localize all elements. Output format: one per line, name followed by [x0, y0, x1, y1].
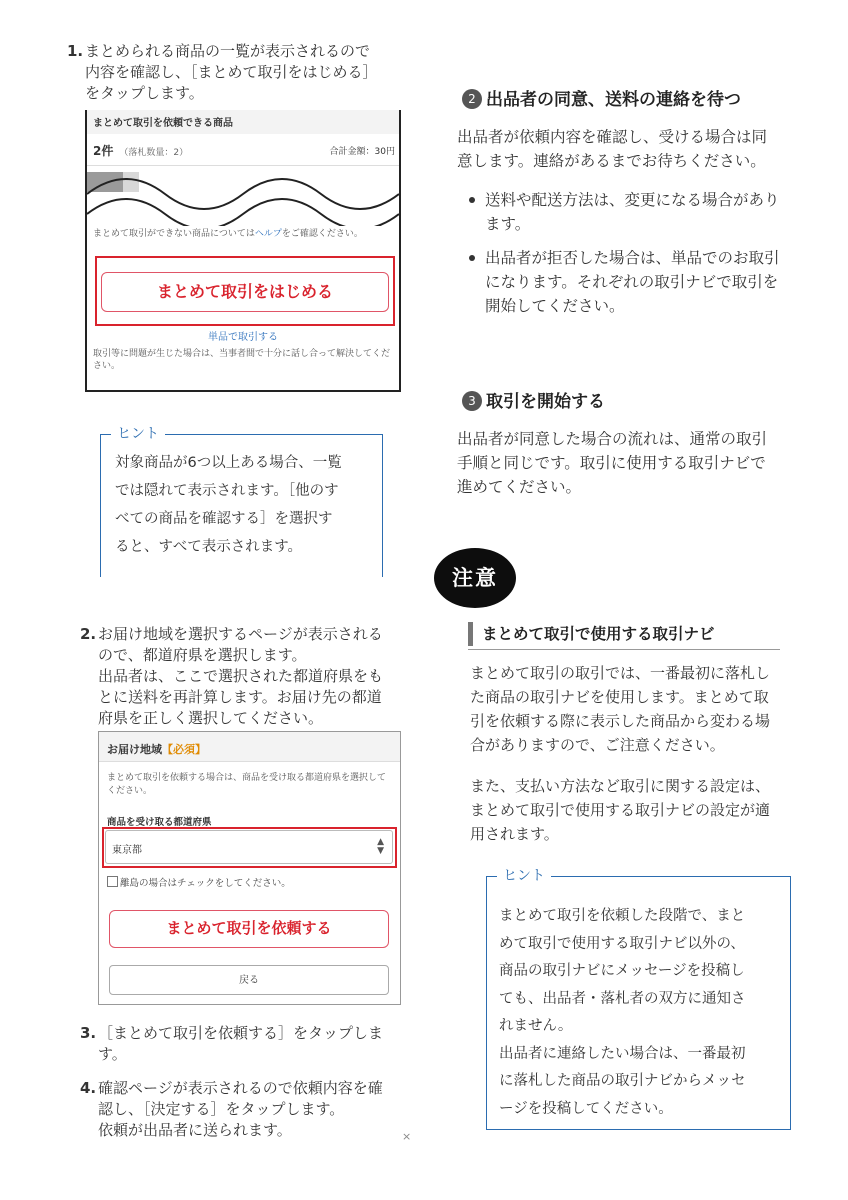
remote-island-label: 離島の場合はチェックをしてください。: [120, 878, 291, 889]
hint-box-2: [486, 868, 791, 1130]
step-2-number: 2.: [80, 625, 97, 643]
step-4: [80, 1078, 408, 1141]
caution-p1-line-2: た商品の取引ナビを使用します。まとめて取: [470, 688, 769, 706]
prefecture-select[interactable]: [105, 830, 393, 864]
hint-2-line-7: に落札した商品の取引ナビからメッセ: [499, 1073, 746, 1089]
bullet-item: [459, 246, 829, 318]
section-3-heading: [462, 390, 822, 414]
caution-paragraph-2: [470, 774, 820, 846]
step-3-line-1: ［まとめて取引を依頼する］をタップしま: [98, 1024, 384, 1042]
caution-badge: 注意: [434, 548, 516, 608]
section-2-title: 出品者の同意、送料の連絡を待つ: [486, 90, 741, 110]
section-3-line-3: 進めてください。: [457, 478, 582, 496]
cut-wave-graphic: [87, 172, 399, 226]
back-button[interactable]: 戻る: [109, 965, 389, 995]
heading-bar-icon: [468, 622, 473, 646]
section-2-line-1: 出品者が依頼内容を確認し、受ける場合は同: [457, 128, 768, 146]
hint-2-body: [487, 877, 790, 1123]
section-2-number-icon: 2: [462, 89, 482, 109]
start-bundle-button[interactable]: まとめて取引をはじめる: [101, 272, 389, 312]
bullet-2-line-2: になります。それぞれの取引ナビで取引を: [485, 273, 779, 291]
step-2-line-1: お届け地域を選択するページが表示される: [98, 625, 383, 643]
step-2-line-4: とに送料を再計算します。お届け先の都道: [98, 688, 382, 706]
item-count-note: （落札数量：2）: [119, 148, 189, 158]
required-badge: 【必須】: [162, 743, 206, 756]
prefecture-select-value: 東京都: [112, 845, 142, 856]
hint-2-line-8: ージを投稿してください。: [499, 1100, 673, 1117]
bundle-items-screenshot: [85, 110, 401, 392]
step-4-line-2: 認し、［決定する］をタップします。: [98, 1100, 345, 1118]
step-2: [80, 624, 408, 729]
hint-2-label: ヒント: [497, 866, 551, 886]
step-4-line-1: 確認ページが表示されるので依頼内容を確: [98, 1079, 383, 1097]
section-3-title: 取引を開始する: [486, 392, 605, 412]
item-count-row: [87, 134, 399, 166]
help-link[interactable]: ヘルプ: [254, 229, 282, 239]
step-4-line-3: 依頼が出品者に送られます。: [98, 1121, 292, 1139]
section-2-body: [457, 125, 827, 173]
request-bundle-button[interactable]: まとめて取引を依頼する: [109, 910, 389, 948]
hint-2-line-2: めて取引で使用する取引ナビ以外の、: [499, 935, 745, 952]
dispute-note: 取引等に問題が生じた場合は、当事者間で十分に話し合って解決してください。: [93, 349, 391, 371]
delivery-region-description: まとめて取引を依頼する場合は、商品を受け取る都道府県を選択してください。: [107, 773, 387, 796]
single-transaction-link[interactable]: 単品で取引する: [208, 332, 278, 343]
section-3-line-2: 手順と同じです。取引に使用する取引ナビで: [457, 454, 766, 472]
delivery-region-header: [99, 732, 400, 762]
step-2-line-5: 府県を正しく選択してください。: [98, 709, 324, 727]
bullet-1-line-1: 送料や配送方法は、変更になる場合があり: [485, 191, 780, 209]
bullet-item: [459, 188, 829, 236]
step-3-line-2: す。: [98, 1045, 127, 1063]
hint-2-line-4: ても、出品者・落札者の双方に通知さ: [499, 990, 746, 1007]
hint-2-line-3: 商品の取引ナビにメッセージを投稿し: [499, 963, 745, 979]
step-1-line-1: まとめられる商品の一覧が表示されるので: [85, 42, 371, 60]
total-amount: 合計金額：30円: [329, 147, 395, 157]
item-count: 2件: [93, 144, 114, 158]
remote-island-checkbox-row[interactable]: [107, 875, 291, 889]
hint-box-1: [100, 426, 383, 577]
select-arrows-icon: ▲ ▼: [377, 837, 384, 856]
step-1: [67, 41, 405, 104]
caution-p1-line-4: 合がありますので、ご注意ください。: [470, 736, 725, 754]
step-4-number: 4.: [80, 1079, 97, 1097]
step-2-line-3: 出品者は、ここで選択された都道府県をも: [98, 667, 384, 685]
step-1-line-2: 内容を確認し、［まとめて取引をはじめる］: [85, 63, 378, 81]
prefecture-label: 商品を受け取る都道府県: [107, 817, 212, 828]
section-3-number-icon: 3: [462, 391, 482, 411]
delivery-region-title: お届け地域: [107, 743, 162, 756]
caution-p1-line-3: 引を依頼する際に表示した商品から変わる場: [470, 712, 771, 730]
step-1-number: 1.: [67, 42, 84, 60]
unavailable-items-note: [93, 228, 393, 241]
hint-1-line-3: べての商品を確認する］を選択す: [115, 511, 333, 527]
caution-p2-line-1: また、支払い方法など取引に関する設定は、: [470, 777, 771, 795]
section-2-bullets: [459, 188, 829, 328]
bullet-1-line-2: ます。: [485, 215, 531, 233]
caution-p1-line-1: まとめて取引の取引では、一番最初に落札し: [470, 664, 771, 682]
hint-1-label: ヒント: [111, 424, 165, 444]
section-3-line-1: 出品者が同意した場合の流れは、通常の取引: [457, 430, 768, 448]
close-icon[interactable]: ×: [402, 1130, 412, 1143]
hint-2-line-6: 出品者に連絡したい場合は、一番最初: [499, 1045, 746, 1062]
hint-2-line-1: まとめて取引を依頼した段階で、まと: [499, 908, 746, 924]
hint-1-line-1: 対象商品が6つ以上ある場合、一覧: [115, 455, 342, 471]
bullet-2-line-3: 開始してください。: [485, 297, 625, 315]
caution-p2-line-2: まとめて取引で使用する取引ナビの設定が適: [470, 801, 771, 819]
hint-2-line-5: れません。: [499, 1018, 573, 1034]
section-2-line-2: 意します。連絡があるまでお待ちください。: [457, 152, 766, 170]
remote-island-checkbox[interactable]: [107, 876, 118, 887]
hint-1-line-2: では隠れて表示されます。［他のす: [115, 483, 339, 499]
section-2-heading: [462, 88, 822, 112]
caution-p2-line-3: 用されます。: [470, 825, 559, 843]
step-1-line-3: をタップします。: [85, 84, 204, 102]
step-2-line-2: ので、都道府県を選択します。: [98, 646, 307, 664]
hint-1-body: [101, 435, 382, 561]
delivery-region-screenshot: [98, 731, 401, 1005]
step-3-number: 3.: [80, 1024, 97, 1042]
unavailable-note-text-2: をご確認ください。: [281, 229, 363, 239]
caution-heading-text: まとめて取引で使用する取引ナビ: [482, 625, 715, 643]
bundle-items-header: まとめて取引を依頼できる商品: [87, 110, 399, 134]
caution-heading: [468, 620, 780, 650]
bullet-2-line-1: 出品者が拒否した場合は、単品でのお取引: [485, 249, 780, 267]
section-3-body: [457, 427, 827, 499]
caution-paragraph-1: [470, 661, 820, 757]
step-3: [80, 1023, 408, 1065]
hint-1-line-4: ると、すべて表示されます。: [115, 539, 303, 555]
unavailable-note-text: まとめて取引ができない商品については: [93, 229, 255, 239]
